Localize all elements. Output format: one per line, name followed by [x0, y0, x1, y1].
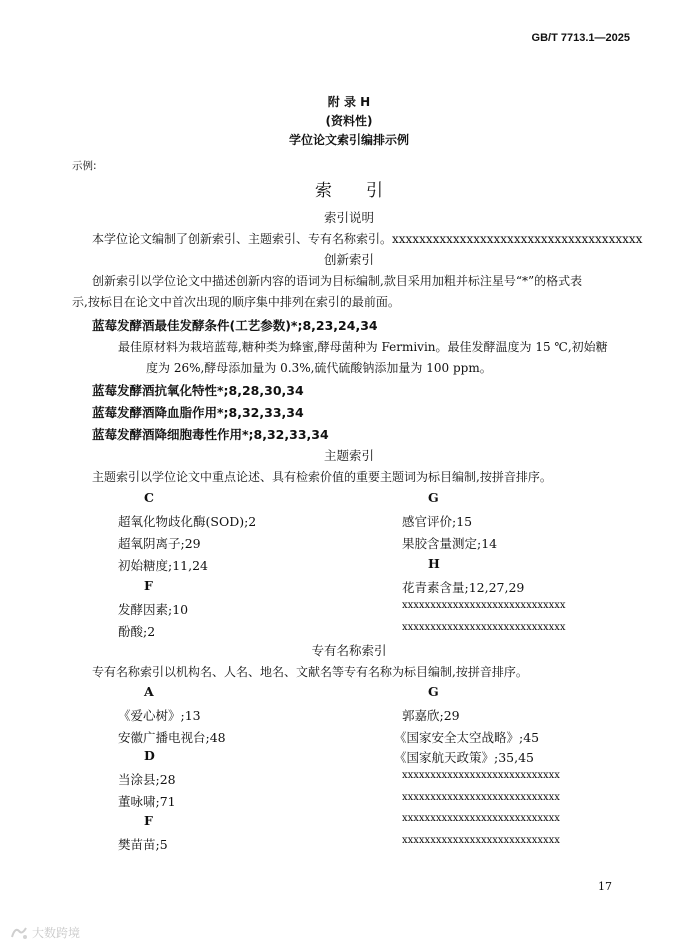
subject-heading: 主题索引 [323, 448, 374, 463]
subject-letter-h: H [428, 556, 440, 571]
proper-item: 当涂县;28 [118, 772, 176, 787]
proper-letter-g: G [428, 684, 439, 699]
watermark-text: 大数跨境 [32, 926, 81, 940]
subject-item: xxxxxxxxxxxxxxxxxxxxxxxxxxxxx [402, 622, 566, 633]
proper-item: 郭嘉欣;29 [402, 708, 460, 723]
proper-item: 《国家安全太空战略》;45 [394, 730, 540, 745]
subject-item: 初始糖度;11,24 [118, 558, 208, 573]
proper-heading: 专有名称索引 [311, 643, 387, 658]
example-label: 示例: [72, 160, 97, 172]
proper-item: xxxxxxxxxxxxxxxxxxxxxxxxxxxx [402, 813, 560, 824]
innovation-entry-4: 蓝莓发酵酒降细胞毒性作用*;8,32,33,34 [92, 427, 329, 442]
subject-item: 花青素含量;12,27,29 [402, 580, 525, 595]
proper-letter-a: A [144, 684, 154, 699]
proper-item: xxxxxxxxxxxxxxxxxxxxxxxxxxxx [402, 770, 560, 781]
subject-item: 超氧化物歧化酶(SOD);2 [118, 514, 257, 529]
proper-letter-f: F [144, 813, 153, 828]
subject-item: 感官评价;15 [402, 514, 473, 529]
appendix-nature: (资料性) [325, 114, 373, 128]
proper-letter-d: D [144, 748, 155, 763]
subject-letter-c: C [144, 490, 154, 505]
innovation-heading: 创新索引 [323, 252, 374, 267]
innovation-entry-1: 蓝莓发酵酒最佳发酵条件(工艺参数)*;8,23,24,34 [92, 318, 378, 333]
subject-letter-g: G [428, 490, 439, 505]
subject-item: xxxxxxxxxxxxxxxxxxxxxxxxxxxxx [402, 600, 566, 611]
subject-item: 超氧阴离子;29 [118, 536, 201, 551]
proper-item: 《国家航天政策》;35,45 [394, 750, 534, 765]
watermark-logo-icon [10, 925, 28, 941]
innovation-entry-3: 蓝莓发酵酒降血脂作用*;8,32,33,34 [92, 405, 304, 420]
proper-item: 樊苗苗;5 [118, 837, 168, 852]
appendix-name: 学位论文索引编排示例 [288, 133, 409, 147]
intro-heading: 索引说明 [323, 210, 374, 225]
subject-item: 果胶含量测定;14 [402, 536, 498, 551]
proper-item: xxxxxxxxxxxxxxxxxxxxxxxxxxxx [402, 792, 560, 803]
watermark [10, 924, 80, 941]
standard-number: GB/T 7713.1—2025 [531, 32, 630, 44]
subject-letter-f: F [144, 578, 153, 593]
innovation-text-line2: 示,按标目在论文中首次出现的顺序集中排列在索引的最前面。 [72, 295, 400, 309]
subject-item: 发酵因素;10 [118, 602, 189, 617]
appendix-title: 附 录 H [327, 95, 371, 109]
proper-text: 专有名称索引以机构名、人名、地名、文献名等专有名称为标目编制,按拼音排序。 [92, 665, 528, 679]
proper-item: 《爱心树》;13 [118, 708, 201, 723]
innovation-entry-2: 蓝莓发酵酒抗氧化特性*;8,28,30,34 [92, 383, 304, 398]
subject-item: 酚酸;2 [118, 624, 156, 639]
proper-item: xxxxxxxxxxxxxxxxxxxxxxxxxxxx [402, 835, 560, 846]
proper-item: 董咏啸;71 [118, 794, 176, 809]
innovation-entry-1-desc-2: 度为 26%,酵母添加量为 0.3%,硫代硫酸钠添加量为 100 ppm。 [146, 361, 492, 375]
innovation-entry-1-desc-1: 最佳原材料为栽培蓝莓,糖种类为蜂蜜,酵母菌种为 Fermivin。最佳发酵温度为 15 ℃,初始糖 [118, 340, 608, 354]
subject-text: 主题索引以学位论文中重点论述、具有检索价值的重要主题词为标目编制,按拼音排序。 [92, 470, 552, 484]
page-number: 17 [598, 880, 612, 893]
innovation-text-line1: 创新索引以学位论文中描述创新内容的语词为目标编制,款目采用加粗并标注星号“*”的格式表 [92, 274, 583, 288]
intro-text: 本学位论文编制了创新索引、主题索引、专有名称索引。xxxxxxxxxxxxxxxxxxxxxxxxxxxxxxxxxxxxx [92, 232, 643, 246]
index-title: 索 引 [315, 181, 383, 201]
proper-item: 安徽广播电视台;48 [118, 730, 226, 745]
